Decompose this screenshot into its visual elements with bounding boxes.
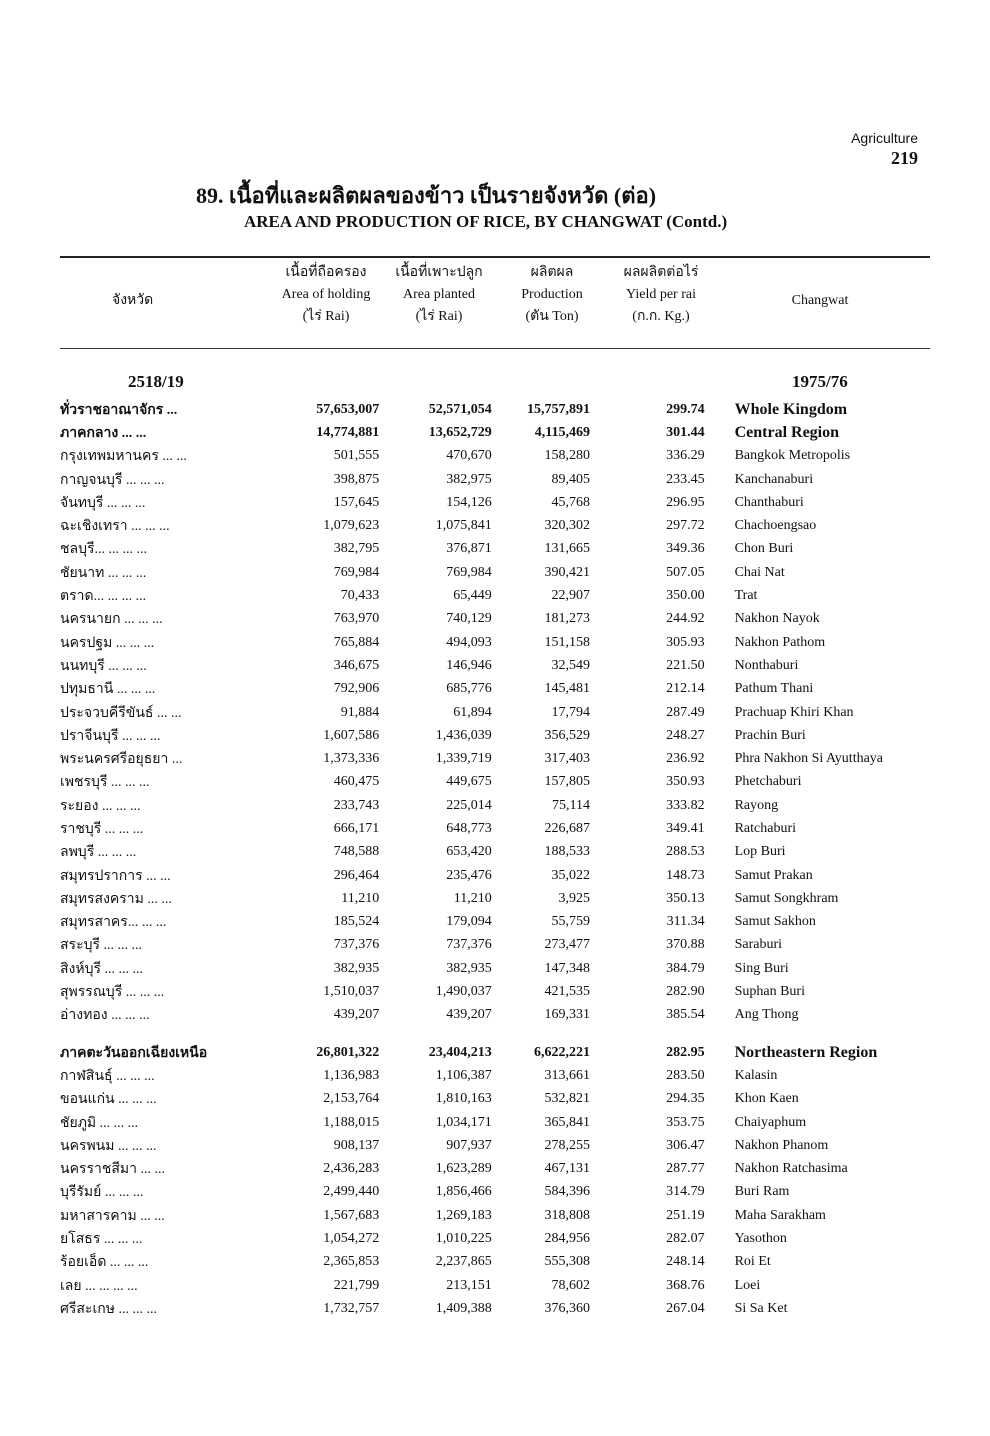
changwat-thai-cell: ตราด... ... ... ... [60,589,147,605]
table-row [60,771,940,794]
area-holding-cell: 70,433 [340,588,380,604]
table-row [60,631,940,654]
changwat-thai-cell: พระนครศรีอยุธยา ... [60,752,183,768]
production-cell: 89,405 [551,471,590,487]
area-planted-cell: 685,776 [446,681,492,697]
area-holding-cell: 2,436,283 [323,1161,380,1177]
area-holding-cell: 185,524 [333,914,380,930]
area-holding-cell: 14,774,881 [316,424,380,440]
changwat-thai-cell: ลพบุรี ... ... ... [60,845,137,861]
area-planted-cell: 494,093 [446,634,492,650]
production-cell: 22,907 [551,588,590,604]
yield-cell: 288.53 [666,844,705,860]
area-planted-cell: 737,376 [446,937,492,953]
changwat-thai-cell: กาญจนบุรี ... ... ... [60,472,165,488]
area-holding-cell: 382,795 [333,541,380,557]
changwat-english-cell: Loei [734,1277,761,1293]
changwat-english-cell: Samut Songkhram [734,890,839,906]
area-holding-cell: 1,373,336 [323,751,380,767]
table-row [60,911,940,934]
changwat-english-cell: Chanthaburi [734,494,804,510]
table-row [60,654,940,677]
area-holding-cell: 26,801,322 [316,1044,380,1060]
yield-cell: 299.74 [666,401,705,417]
table-row [60,1004,940,1027]
yield-cell: 336.29 [666,448,705,464]
changwat-english-cell: Sing Buri [734,960,789,976]
area-holding-cell: 2,153,764 [323,1091,380,1107]
changwat-english-cell: Nakhon Nayok [734,611,820,627]
area-holding-cell: 382,935 [333,960,380,976]
changwat-english-cell: Buri Ram [734,1184,790,1200]
area-holding-cell: 398,875 [333,471,380,487]
area-planted-cell: 1,623,289 [435,1161,492,1177]
area-holding-cell: 666,171 [333,820,380,836]
yield-cell: 350.13 [666,890,705,906]
top-rule [60,256,930,258]
yield-cell: 333.82 [666,797,705,813]
area-planted-cell: 1,075,841 [435,518,492,534]
table-title-thai [196,178,656,213]
production-cell: 6,622,221 [534,1044,590,1060]
area-holding-cell: 1,732,757 [323,1300,380,1316]
area-planted-cell: 382,935 [446,960,492,976]
area-holding-cell: 1,607,586 [323,727,380,743]
changwat-thai-cell: มหาสารคาม ... ... [60,1208,165,1224]
table-row [60,1297,940,1320]
yield-cell: 248.14 [666,1254,705,1270]
area-holding-cell: 233,743 [333,797,380,813]
area-planted-cell: 376,871 [446,541,492,557]
changwat-thai-cell: ชลบุรี... ... ... ... [60,542,147,558]
area-holding-cell: 346,675 [333,657,380,673]
changwat-english-cell: Nakhon Pathom [734,634,826,650]
yield-cell: 314.79 [666,1184,705,1200]
area-planted-cell: 769,984 [446,564,492,580]
production-cell: 4,115,469 [534,424,590,440]
area-planted-cell: 154,126 [446,494,492,510]
area-holding-cell: 763,970 [333,611,380,627]
area-planted-cell: 449,675 [446,774,492,790]
table-row [60,1134,940,1157]
table-row [60,934,940,957]
table-row [60,701,940,724]
table-row [60,1204,940,1227]
production-cell: 356,529 [544,727,590,743]
production-cell: 273,477 [544,937,590,953]
yield-cell: 349.36 [666,541,705,557]
area-holding-cell: 1,136,983 [323,1067,380,1083]
changwat-english-cell: Central Region [734,423,840,441]
area-holding-cell: 1,054,272 [323,1231,380,1247]
changwat-thai-cell: ฉะเชิงเทรา ... ... ... [60,519,170,535]
table-row [60,1181,940,1204]
area-planted-cell: 1,034,171 [435,1114,492,1130]
yield-cell: 283.50 [666,1067,705,1083]
area-holding-cell: 2,365,853 [323,1254,380,1270]
table-row [60,561,940,584]
page-number: 219 [891,148,918,168]
production-cell: 35,022 [551,867,590,883]
area-planted-cell: 653,420 [446,844,492,860]
changwat-english-cell: Pathum Thani [734,681,814,697]
area-holding-cell: 157,645 [333,494,380,510]
yield-cell: 233.45 [666,471,705,487]
row-spacer [60,1027,940,1041]
changwat-thai-cell: สระบุรี ... ... ... [60,938,142,954]
changwat-english-cell: Ratchaburi [734,820,797,836]
changwat-thai-cell: นครราชสีมา ... ... [60,1162,165,1178]
production-cell: 390,421 [544,564,590,580]
table-row [60,841,940,864]
changwat-thai-cell: ระยอง ... ... ... [60,798,141,814]
yield-cell: 507.05 [666,564,705,580]
production-cell: 584,396 [544,1184,590,1200]
production-cell: 313,661 [544,1067,590,1083]
area-holding-cell: 439,207 [333,1007,380,1023]
changwat-english-cell: Bangkok Metropolis [734,448,851,464]
area-planted-cell: 13,652,729 [428,424,492,440]
yield-cell: 350.00 [666,588,705,604]
area-planted-cell: 1,810,163 [435,1091,492,1107]
production-cell: 317,403 [544,751,590,767]
production-cell: 55,759 [551,914,590,930]
yield-cell: 282.90 [666,984,705,1000]
yield-cell: 282.07 [666,1231,705,1247]
section-name: Agriculture [851,130,918,146]
changwat-thai-cell: ทั่วราชอาณาจักร ... [60,402,178,418]
yield-cell: 385.54 [666,1007,705,1023]
area-holding-cell: 1,079,623 [323,518,380,534]
header-planted: เนื้อที่เพาะปลูก Area planted (ไร่ Rai) [395,265,483,324]
changwat-thai-cell: สมุทรสงคราม ... ... [60,891,172,907]
yield-cell: 287.77 [666,1161,705,1177]
changwat-english-cell: Kanchanaburi [734,471,814,487]
changwat-english-cell: Nonthaburi [734,657,799,673]
area-planted-cell: 1,409,388 [435,1300,492,1316]
area-holding-cell: 296,464 [333,867,380,883]
yield-cell: 267.04 [666,1300,705,1316]
changwat-english-cell: Chon Buri [734,541,794,557]
production-cell: 188,533 [544,844,590,860]
changwat-thai-cell: ยโสธร ... ... ... [60,1232,143,1248]
changwat-english-cell: Suphan Buri [734,984,805,1000]
area-planted-cell: 1,269,183 [435,1207,492,1223]
production-cell: 169,331 [544,1007,590,1023]
changwat-thai-cell: ภาคตะวันออกเฉียงเหนือ [60,1045,208,1061]
table-row [60,957,940,980]
changwat-thai-cell: ปราจีนบุรี ... ... ... [60,728,161,744]
production-cell: 17,794 [551,704,590,720]
header-holding: เนื้อที่ถือครอง Area of holding (ไร่ Rai) [281,265,371,324]
changwat-english-cell: Samut Sakhon [734,914,816,930]
yield-cell: 251.19 [666,1207,705,1223]
area-planted-cell: 439,207 [446,1007,492,1023]
production-cell: 158,280 [544,448,590,464]
production-cell: 555,308 [544,1254,590,1270]
area-planted-cell: 146,946 [446,657,492,673]
yield-cell: 350.93 [666,774,705,790]
production-cell: 157,805 [544,774,590,790]
changwat-thai-cell: กรุงเทพมหานคร ... ... [60,449,187,465]
area-holding-cell: 2,499,440 [323,1184,380,1200]
production-cell: 284,956 [544,1231,590,1247]
table-row [60,538,940,561]
area-planted-cell: 11,210 [453,890,492,906]
production-cell: 45,768 [551,494,590,510]
changwat-english-cell: Rayong [734,797,779,813]
production-cell: 78,602 [551,1277,590,1293]
yield-cell: 353.75 [666,1114,705,1130]
yield-cell: 384.79 [666,960,705,976]
area-holding-cell: 501,555 [333,448,380,464]
changwat-english-cell: Kalasin [734,1067,778,1083]
changwat-english-cell: Yasothon [734,1231,787,1247]
production-cell: 145,481 [544,681,590,697]
yield-cell: 311.34 [666,914,705,930]
area-planted-cell: 1,436,039 [435,727,492,743]
table-row [60,678,940,701]
production-cell: 421,535 [544,984,590,1000]
production-cell: 278,255 [544,1137,590,1153]
table-row [60,584,940,607]
area-planted-cell: 179,094 [446,914,492,930]
yield-cell: 294.35 [666,1091,705,1107]
changwat-thai-cell: นนทบุรี ... ... ... [60,658,147,674]
area-holding-cell: 460,475 [333,774,380,790]
changwat-english-cell: Prachuap Khiri Khan [734,704,854,720]
table-row [60,1251,940,1274]
area-holding-cell: 11,210 [341,890,380,906]
rice-data-table [60,398,940,1321]
changwat-english-cell: Phetchaburi [734,774,802,790]
area-holding-cell: 57,653,007 [316,401,380,417]
area-holding-cell: 1,188,015 [323,1114,380,1130]
production-cell: 75,114 [552,797,590,813]
changwat-thai-cell: ชัยนาท ... ... ... [60,565,147,581]
changwat-english-cell: Chai Nat [734,564,785,580]
production-cell: 151,158 [544,634,590,650]
spacer-cell [60,1027,940,1041]
changwat-thai-cell: สิงห์บุรี ... ... ... [60,961,144,977]
title-thai-text: เนื้อที่และผลิตผลของข้าว เป็นรายจังหวัด (ต่อ) [229,183,657,208]
table-row [60,1227,940,1250]
changwat-english-cell: Nakhon Phanom [734,1137,829,1153]
changwat-thai-cell: สุพรรณบุรี ... ... ... [60,985,165,1001]
area-planted-cell: 225,014 [446,797,492,813]
changwat-thai-cell: ประจวบคีรีขันธ์ ... ... [60,705,182,721]
changwat-thai-cell: นครนายก ... ... ... [60,612,163,628]
yield-cell: 287.49 [666,704,705,720]
year-thai: 2518/19 [128,372,184,391]
area-planted-cell: 235,476 [446,867,492,883]
yield-cell: 301.44 [666,424,705,440]
table-row [60,1064,940,1087]
year-international: 1975/76 [792,372,848,391]
changwat-thai-cell: ภาคกลาง ... ... [60,425,147,441]
area-holding-cell: 748,588 [333,844,380,860]
changwat-english-cell: Nakhon Ratchasima [734,1161,848,1177]
area-holding-cell: 908,137 [333,1137,380,1153]
area-planted-cell: 1,010,225 [435,1231,492,1247]
changwat-english-cell: Ang Thong [734,1007,799,1023]
changwat-english-cell: Khon Kaen [734,1091,799,1107]
area-planted-cell: 61,894 [453,704,492,720]
changwat-thai-cell: สมุทรปราการ ... ... [60,868,171,884]
production-cell: 32,549 [551,657,590,673]
table-row [60,1274,940,1297]
production-cell: 3,925 [558,890,590,906]
yield-cell: 368.76 [666,1277,705,1293]
table-row [60,1111,940,1134]
production-cell: 467,131 [544,1161,590,1177]
changwat-thai-cell: จันทบุรี ... ... ... [60,495,146,511]
area-holding-cell: 1,567,683 [323,1207,380,1223]
table-row [60,724,940,747]
yield-cell: 306.47 [666,1137,705,1153]
area-holding-cell: 792,906 [333,681,380,697]
production-cell: 131,665 [544,541,590,557]
changwat-thai-cell: อ่างทอง ... ... ... [60,1008,150,1024]
changwat-thai-cell: ขอนแก่น ... ... ... [60,1092,157,1108]
production-cell: 147,348 [544,960,590,976]
changwat-thai-cell: ร้อยเอ็ด ... ... ... [60,1255,149,1271]
yield-cell: 212.14 [666,681,705,697]
table-row [60,1088,940,1111]
yield-cell: 297.72 [666,518,705,534]
table-row [60,608,940,631]
header-production: ผลิตผล Production (ตัน Ton) [521,265,583,324]
production-cell: 318,808 [544,1207,590,1223]
changwat-thai-cell: ราชบุรี ... ... ... [60,821,144,837]
table-row [60,491,940,514]
production-cell: 181,273 [544,611,590,627]
changwat-thai-cell: สมุทรสาคร... ... ... [60,915,167,931]
yield-cell: 244.92 [666,611,705,627]
changwat-thai-cell: ศรีสะเกษ ... ... ... [60,1301,157,1317]
table-row [60,1158,940,1181]
yield-cell: 305.93 [666,634,705,650]
table-row [60,794,940,817]
changwat-english-cell: Si Sa Ket [734,1300,788,1316]
area-planted-cell: 648,773 [446,820,492,836]
changwat-english-cell: Phra Nakhon Si Ayutthaya [734,751,884,767]
changwat-thai-cell: ชัยภูมิ ... ... ... [60,1115,139,1131]
area-holding-cell: 765,884 [333,634,380,650]
changwat-thai-cell: กาฬสินธุ์ ... ... ... [60,1068,155,1084]
area-planted-cell: 1,490,037 [435,984,492,1000]
table-row [60,817,940,840]
changwat-english-cell: Samut Prakan [734,867,813,883]
header-rule [60,348,930,349]
yield-cell: 370.88 [666,937,705,953]
area-holding-cell: 737,376 [333,937,380,953]
yield-cell: 221.50 [666,657,705,673]
region-row [60,421,940,444]
changwat-english-cell: Prachin Buri [734,727,806,743]
yield-cell: 236.92 [666,751,705,767]
changwat-english-cell: Chaiyaphum [734,1114,807,1130]
area-planted-cell: 1,106,387 [435,1067,492,1083]
table-title-english: AREA AND PRODUCTION OF RICE, BY CHANGWAT (Contd.) [244,212,728,231]
area-planted-cell: 907,937 [446,1137,492,1153]
production-cell: 365,841 [544,1114,590,1130]
production-cell: 532,821 [544,1091,590,1107]
changwat-english-cell: Chachoengsao [734,518,817,534]
changwat-thai-cell: นครปฐม ... ... ... [60,635,155,651]
yield-cell: 349.41 [666,820,705,836]
area-planted-cell: 1,339,719 [435,751,492,767]
table-row [60,887,940,910]
production-cell: 376,360 [544,1300,590,1316]
header-province-th: จังหวัด [112,293,154,308]
table-row [60,864,940,887]
area-holding-cell: 1,510,037 [323,984,380,1000]
changwat-english-cell: Trat [734,588,758,604]
yield-cell: 248.27 [666,727,705,743]
yield-cell: 296.95 [666,494,705,510]
header-yield: ผลผลิตต่อไร่ Yield per rai (ก.ก. Kg.) [623,265,699,324]
changwat-thai-cell: นครพนม ... ... ... [60,1138,157,1154]
table-number: 89. [196,183,224,208]
area-planted-cell: 1,856,466 [435,1184,492,1200]
yield-cell: 282.95 [666,1044,705,1060]
production-cell: 320,302 [544,518,590,534]
table-row [60,980,940,1003]
area-holding-cell: 221,799 [333,1277,380,1293]
table-row [60,747,940,770]
changwat-english-cell: Northeastern Region [734,1043,878,1061]
yield-cell: 148.73 [666,867,705,883]
area-planted-cell: 23,404,213 [428,1044,492,1060]
page-header [851,130,918,169]
area-holding-cell: 769,984 [333,564,380,580]
changwat-thai-cell: บุรีรัมย์ ... ... ... [60,1185,144,1201]
area-holding-cell: 91,884 [340,704,380,720]
changwat-english-cell: Whole Kingdom [734,400,848,418]
area-planted-cell: 2,237,865 [435,1254,492,1270]
area-planted-cell: 213,151 [446,1277,492,1293]
header-changwat: Changwat [791,293,849,308]
changwat-english-cell: Saraburi [734,937,783,953]
region-row [60,1041,940,1064]
changwat-english-cell: Lop Buri [734,844,786,860]
changwat-english-cell: Roi Et [734,1254,771,1270]
area-planted-cell: 52,571,054 [428,401,492,417]
region-row [60,398,940,421]
area-planted-cell: 740,129 [446,611,492,627]
changwat-thai-cell: ปทุมธานี ... ... ... [60,682,156,698]
changwat-thai-cell: เพชรบุรี ... ... ... [60,775,150,791]
table-row [60,514,940,537]
changwat-thai-cell: เลย ... ... ... ... [60,1278,138,1294]
area-planted-cell: 382,975 [446,471,492,487]
area-planted-cell: 470,670 [446,448,492,464]
table-row [60,468,940,491]
area-planted-cell: 65,449 [453,588,492,604]
changwat-english-cell: Maha Sarakham [734,1207,826,1223]
table-row [60,445,940,468]
production-cell: 226,687 [544,820,590,836]
production-cell: 15,757,891 [527,401,590,417]
